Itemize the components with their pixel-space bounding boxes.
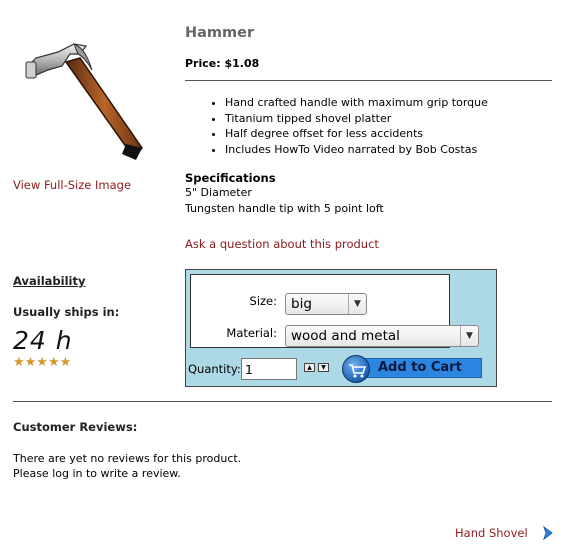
attribute-box xyxy=(190,274,473,348)
list-item: • Includes HowTo Video narrated by Bob Costas xyxy=(225,142,488,158)
divider xyxy=(185,80,552,81)
feature-list xyxy=(211,95,488,157)
specifications-heading: Specifications xyxy=(185,171,276,185)
chevron-down-icon: ▼ xyxy=(348,294,366,314)
rating-stars: ★★★★★ xyxy=(13,355,72,370)
quantity-input[interactable] xyxy=(241,358,297,380)
list-item: • Titanium tipped shovel platter xyxy=(225,111,488,127)
login-message: Please log in to write a review. xyxy=(13,467,181,480)
ask-question-link[interactable]: Ask a question about this product xyxy=(185,237,379,251)
quantity-label: Quantity: xyxy=(188,362,241,376)
specification-line: Tungsten handle tip with 5 point loft xyxy=(185,202,384,215)
ship-time: 24 h xyxy=(13,326,73,355)
add-to-cart-label: Add to Cart xyxy=(378,360,462,375)
cart-icon xyxy=(342,355,370,383)
divider xyxy=(13,401,552,402)
product-price: Price: $1.08 xyxy=(185,57,260,70)
ships-in-label: Usually ships in: xyxy=(13,305,120,319)
material-select[interactable] xyxy=(285,325,479,347)
list-item: • Hand crafted handle with maximum grip torque xyxy=(225,95,488,111)
product-image[interactable] xyxy=(22,40,150,164)
quantity-decrease-button[interactable]: ▼ xyxy=(318,363,329,372)
size-value: big xyxy=(291,296,312,312)
list-item: • Half degree offset for less accidents xyxy=(225,126,488,142)
specification-line: 5" Diameter xyxy=(185,186,252,199)
product-title: Hammer xyxy=(185,25,255,41)
add-to-cart-panel xyxy=(185,269,497,387)
add-to-cart-button[interactable] xyxy=(342,355,484,379)
size-label: Size: xyxy=(249,294,277,308)
no-reviews-message: There are yet no reviews for this product. xyxy=(13,452,242,465)
view-full-size-link[interactable]: View Full-Size Image xyxy=(13,178,132,192)
hammer-icon xyxy=(22,40,150,164)
material-value: wood and metal xyxy=(291,328,400,344)
chevron-right-icon[interactable] xyxy=(540,525,556,541)
next-product-link[interactable]: Hand Shovel xyxy=(455,526,528,540)
quantity-increase-button[interactable]: ▲ xyxy=(304,363,315,372)
chevron-down-icon: ▼ xyxy=(460,326,478,346)
material-label: Material: xyxy=(226,326,277,340)
availability-heading: Availability xyxy=(13,274,86,288)
reviews-heading: Customer Reviews: xyxy=(13,420,138,434)
size-select[interactable] xyxy=(285,293,367,315)
